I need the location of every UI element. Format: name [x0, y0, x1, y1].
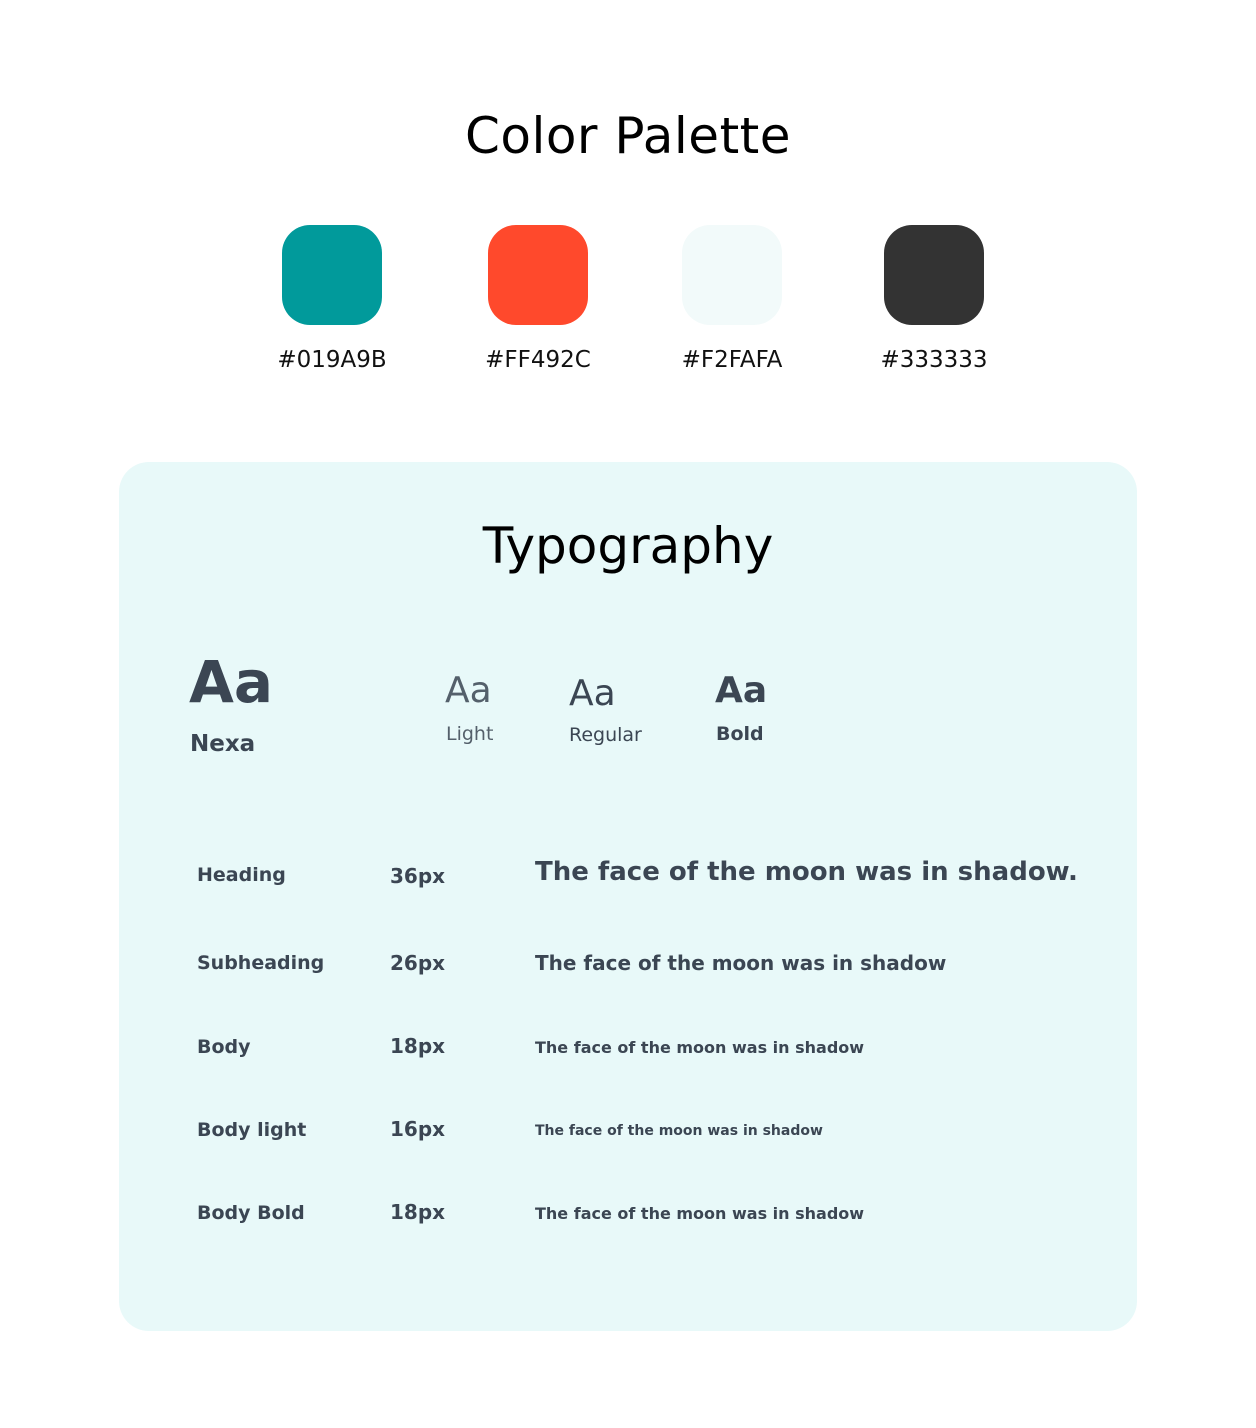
font-weight-regular-sample: Aa	[569, 673, 616, 714]
color-hex-label: #019A9B	[277, 347, 387, 373]
type-scale-label: Subheading	[197, 952, 325, 974]
type-scale-label: Body	[197, 1036, 251, 1058]
font-weight-bold-sample: Aa	[715, 670, 768, 711]
color-swatch-orange	[488, 225, 588, 325]
font-weight-light-label: Light	[446, 723, 494, 745]
type-scale-label: Heading	[197, 864, 286, 886]
type-scale-sample: The face of the moon was in shadow.	[535, 857, 1078, 887]
type-scale-size: 36px	[390, 864, 446, 888]
type-scale-label: Body Bold	[197, 1202, 305, 1224]
font-weight-bold-label: Bold	[716, 723, 764, 745]
color-hex-label: #333333	[880, 347, 988, 373]
type-scale-sample: The face of the moon was in shadow	[535, 1204, 865, 1223]
color-swatch-teal	[282, 225, 382, 325]
type-scale-size: 16px	[390, 1117, 446, 1141]
color-swatch-dark	[884, 225, 984, 325]
typography-card	[119, 462, 1137, 1331]
type-scale-size: 18px	[390, 1200, 446, 1224]
type-scale-sample: The face of the moon was in shadow	[535, 951, 947, 975]
font-weight-regular-label: Regular	[569, 724, 642, 746]
type-scale-sample: The face of the moon was in shadow	[535, 1123, 823, 1139]
font-weight-light-sample: Aa	[445, 670, 492, 711]
type-scale-size: 26px	[390, 951, 446, 975]
color-hex-label: #F2FAFA	[681, 347, 783, 373]
type-scale-sample: The face of the moon was in shadow	[535, 1038, 865, 1057]
color-hex-label: #FF492C	[485, 347, 591, 373]
font-family-name: Nexa	[190, 731, 256, 757]
type-scale-label: Body light	[197, 1119, 307, 1141]
font-sample-large: Aa	[189, 648, 274, 716]
typography-title: Typography	[482, 517, 774, 575]
color-swatch-light	[682, 225, 782, 325]
palette-title: Color Palette	[464, 107, 792, 165]
type-scale-size: 18px	[390, 1034, 446, 1058]
